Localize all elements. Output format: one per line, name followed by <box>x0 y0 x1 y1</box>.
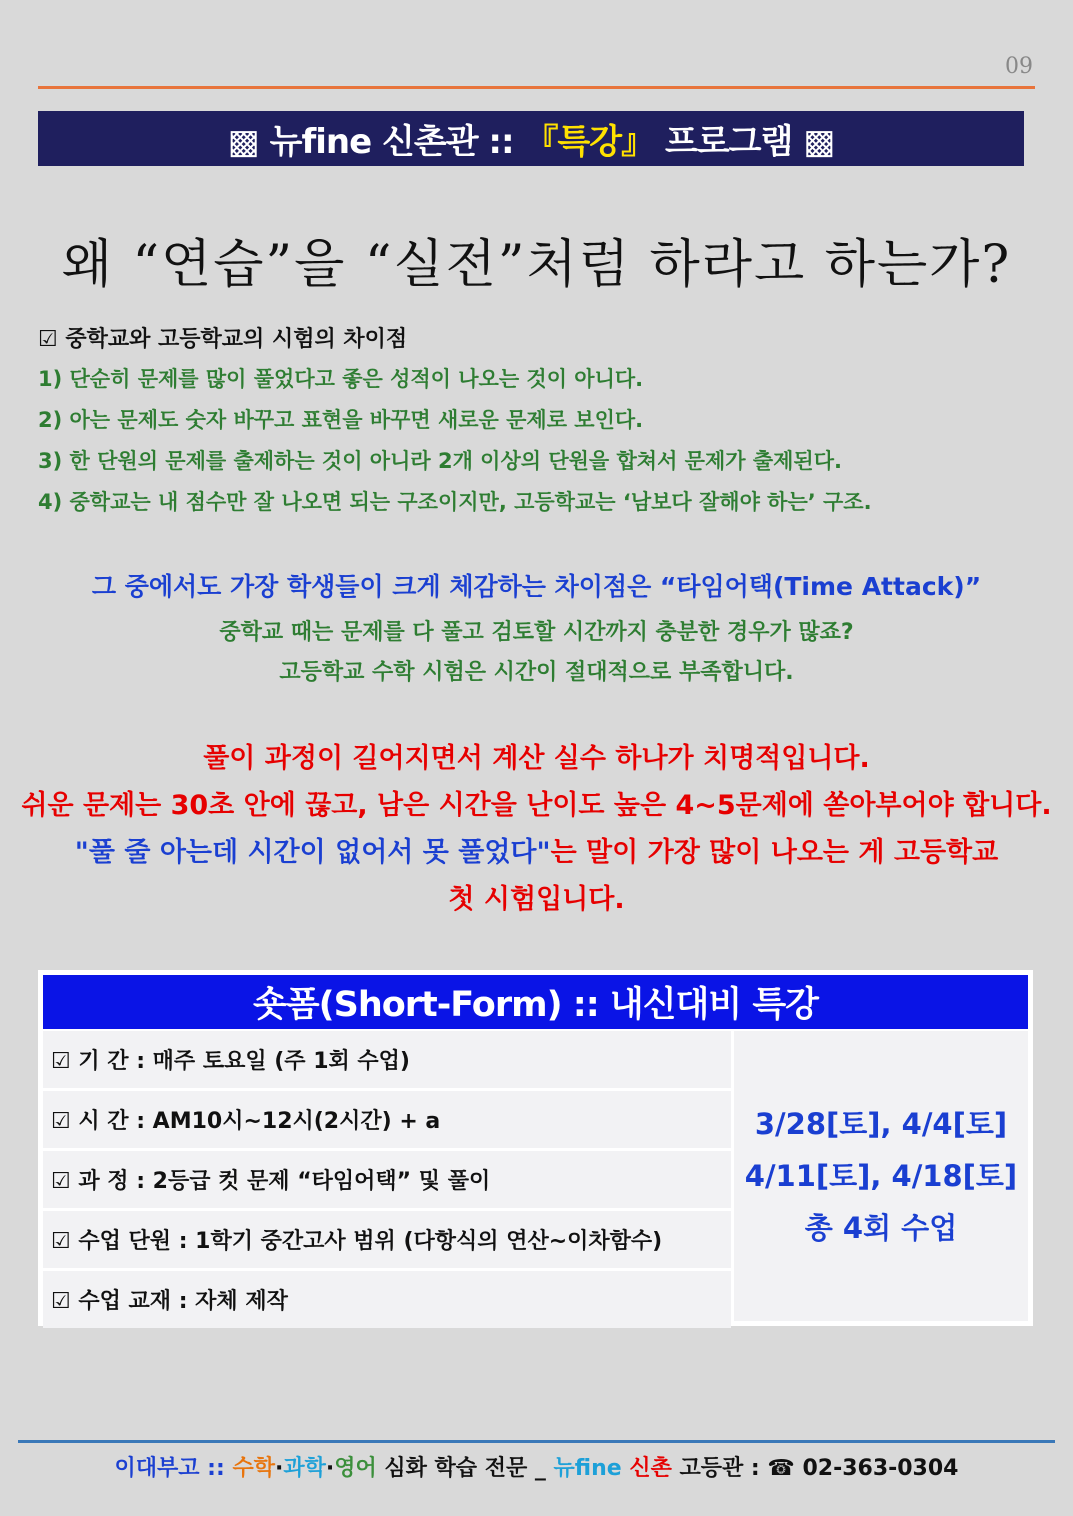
course-details <box>43 1031 731 1331</box>
list-item: 3) 한 단원의 문제를 출제하는 것이 아니라 2개 이상의 단원을 합쳐서 문제가 출제된다. <box>38 449 842 473</box>
banner-highlight: 『특강』 <box>524 122 655 162</box>
warning-line-2: 쉬운 문제는 30초 안에 끊고, 남은 시간을 난이도 높은 4~5문제에 쏟아부어야 합니다. <box>21 790 1052 821</box>
time-attack-statement: 그 중에서도 가장 학생들이 크게 체감하는 차이점은 “타임어택(Time Attack)” <box>91 572 982 601</box>
course-row-time: ☑ 시 간 : AM10시~12시(2시간) + a <box>43 1091 731 1148</box>
quote-text: "풀 줄 아는데 시간이 없어서 못 풀었다" <box>74 837 551 868</box>
top-divider <box>38 86 1035 89</box>
course-title: 숏폼(Short-Form) :: 내신대비 특강 <box>43 975 1028 1029</box>
section-title: ☑ 중학교와 고등학교의 시험의 차이점 <box>38 327 408 352</box>
footer-contact: 고등관 : ☎ 02-363-0304 <box>671 1456 959 1481</box>
footer-brand: 뉴fine <box>553 1456 622 1481</box>
warning-line-4: 첫 시험입니다. <box>448 884 625 915</box>
high-school-note: 고등학교 수학 시험은 시간이 절대적으로 부족합니다. <box>279 660 794 685</box>
course-row-unit: ☑ 수업 단원 : 1학기 중간고사 범위 (다항식의 연산~이차함수) <box>43 1211 731 1268</box>
footer-dot: · <box>325 1456 335 1481</box>
differences-list <box>38 364 872 528</box>
schedule-line: 4/11[토], 4/18[토] <box>744 1159 1018 1193</box>
headline: 왜 “연습”을 “실전”처럼 하라고 하는가? <box>61 235 1012 295</box>
course-row-textbook: ☑ 수업 교재 : 자체 제작 <box>43 1271 731 1328</box>
warning-line-3 <box>0 830 1073 869</box>
footer <box>0 1451 1073 1482</box>
banner-prefix: ▩ 뉴fine 신촌관 :: <box>227 122 525 162</box>
quote-follow: 는 말이 가장 많이 나오는 게 고등학교 <box>550 837 999 868</box>
middle-school-note: 중학교 때는 문제를 다 풀고 검토할 시간까지 충분한 경우가 많죠? <box>219 620 854 645</box>
footer-science: 과학 <box>283 1456 326 1481</box>
bottom-divider <box>18 1440 1055 1443</box>
footer-math: 수학 <box>232 1456 275 1481</box>
footer-mid: 심화 학습 전문 _ <box>376 1456 554 1481</box>
warning-line-1: 풀이 과정이 길어지면서 계산 실수 하나가 치명적입니다. <box>203 743 870 774</box>
schedule-line: 3/28[토], 4/4[토] <box>754 1107 1008 1141</box>
page-number: 09 <box>1005 54 1033 79</box>
schedule-total: 총 4회 수업 <box>804 1211 958 1245</box>
banner-suffix: 프로그램 ▩ <box>654 122 835 162</box>
course-row-process: ☑ 과 정 : 2등급 컷 문제 “타임어택” 및 풀이 <box>43 1151 731 1208</box>
footer-branch: 신촌 <box>629 1456 672 1481</box>
list-item: 1) 단순히 문제를 많이 풀었다고 좋은 성적이 나오는 것이 아니다. <box>38 367 644 391</box>
course-schedule <box>734 1031 1028 1321</box>
footer-school: 이대부고 :: <box>114 1456 225 1481</box>
list-item: 4) 중학교는 내 점수만 잘 나오면 되는 구조이지만, 고등학교는 ‘남보다 잘해야 하는’ 구조. <box>38 490 872 514</box>
course-row-period: ☑ 기 간 : 매주 토요일 (주 1회 수업) <box>43 1031 731 1088</box>
footer-english: 영어 <box>334 1456 377 1481</box>
list-item: 2) 아는 문제도 숫자 바꾸고 표현을 바꾸면 새로운 문제로 보인다. <box>38 408 644 432</box>
program-banner <box>38 111 1024 166</box>
course-info-table <box>38 970 1033 1326</box>
footer-dot: · <box>274 1456 284 1481</box>
